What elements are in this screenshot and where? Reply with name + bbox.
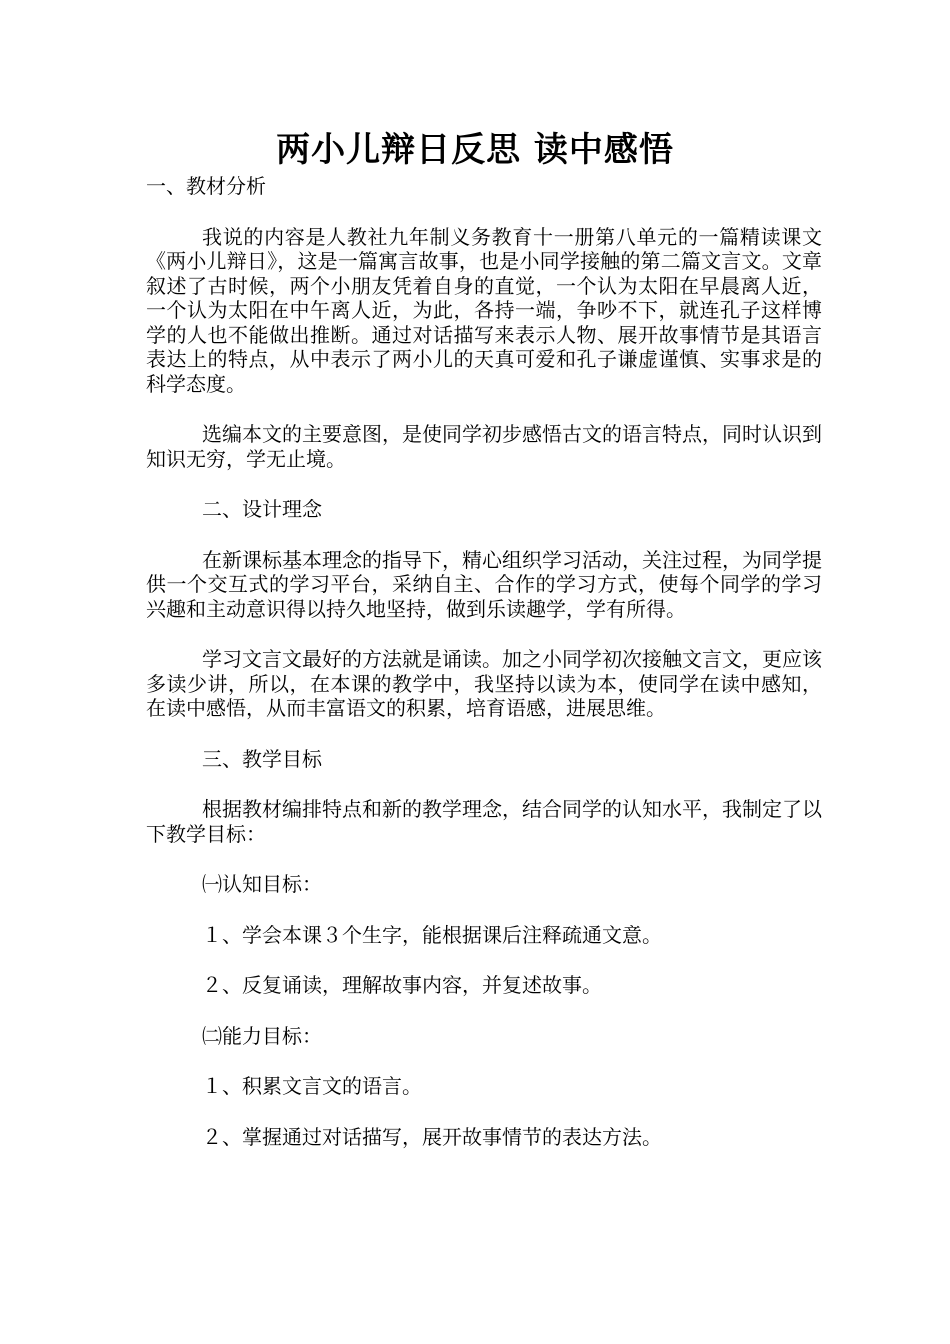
list-item-ability-goal-1: １、积累文言文的语言。 bbox=[202, 1074, 422, 1098]
paragraph-design-concept-2: 学习文言文最好的方法就是诵读。加之小同学初次接触文言文，更应该多读少讲，所以，在本课的教学中，我坚持以读为本，使同学在读中感知，在读中感悟，从而丰富语文的积累，培育语感，进展思维。 bbox=[146, 647, 822, 720]
section-heading-design-concept: 二、设计理念 bbox=[202, 497, 322, 521]
subheading-ability-goals: ㈡能力目标： bbox=[202, 1023, 322, 1048]
section-heading-textbook-analysis: 一、教材分析 bbox=[146, 174, 266, 198]
list-item-cognitive-goal-2: ２、反复诵读，理解故事内容，并复述故事。 bbox=[202, 973, 602, 997]
document-title: 两小儿辩日反思 读中感悟 bbox=[276, 130, 674, 170]
paragraph-textbook-analysis-1: 我说的内容是人教社九年制义务教育十一册第八单元的一篇精读课文《两小儿辩日》，这是一篇寓言故事，也是小同学接触的第二篇文言文。文章叙述了古时候，两个小朋友凭着自身的直觉，一个认为太阳在早晨离人近，一个认为太阳在中午离人近，为此，各持一端，争吵不下，就连孔子这样博学的人也不能做出推断。通过对话描写来表示人物、展开故事情节是其语言表达上的特点，从中表示了两小儿的天真可爱和孔子谦虚谨慎、实事求是的科学态度。 bbox=[146, 224, 822, 396]
section-heading-teaching-goals: 三、教学目标 bbox=[202, 746, 322, 771]
list-item-cognitive-goal-1: １、学会本课３个生字，能根据课后注释疏通文意。 bbox=[202, 922, 662, 947]
document-body bbox=[146, 174, 822, 1175]
paragraph-textbook-analysis-2: 选编本文的主要意图，是使同学初步感悟古文的语言特点，同时认识到知识无穷，学无止境。 bbox=[146, 422, 822, 471]
list-item-ability-goal-2: ２、掌握通过对话描写，展开故事情节的表达方法。 bbox=[202, 1124, 662, 1149]
paragraph-design-concept-1: 在新课标基本理念的指导下，精心组织学习活动，关注过程，为同学提供一个交互式的学习平台，采纳自主、合作的学习方式，使每个同学的学习兴趣和主动意识得以持久地坚持，做到乐读趣学，学有所得。 bbox=[146, 547, 822, 621]
subheading-cognitive-goals: ㈠认知目标： bbox=[202, 872, 322, 896]
paragraph-teaching-goals-1: 根据教材编排特点和新的教学理念，结合同学的认知水平，我制定了以下教学目标： bbox=[146, 797, 822, 846]
